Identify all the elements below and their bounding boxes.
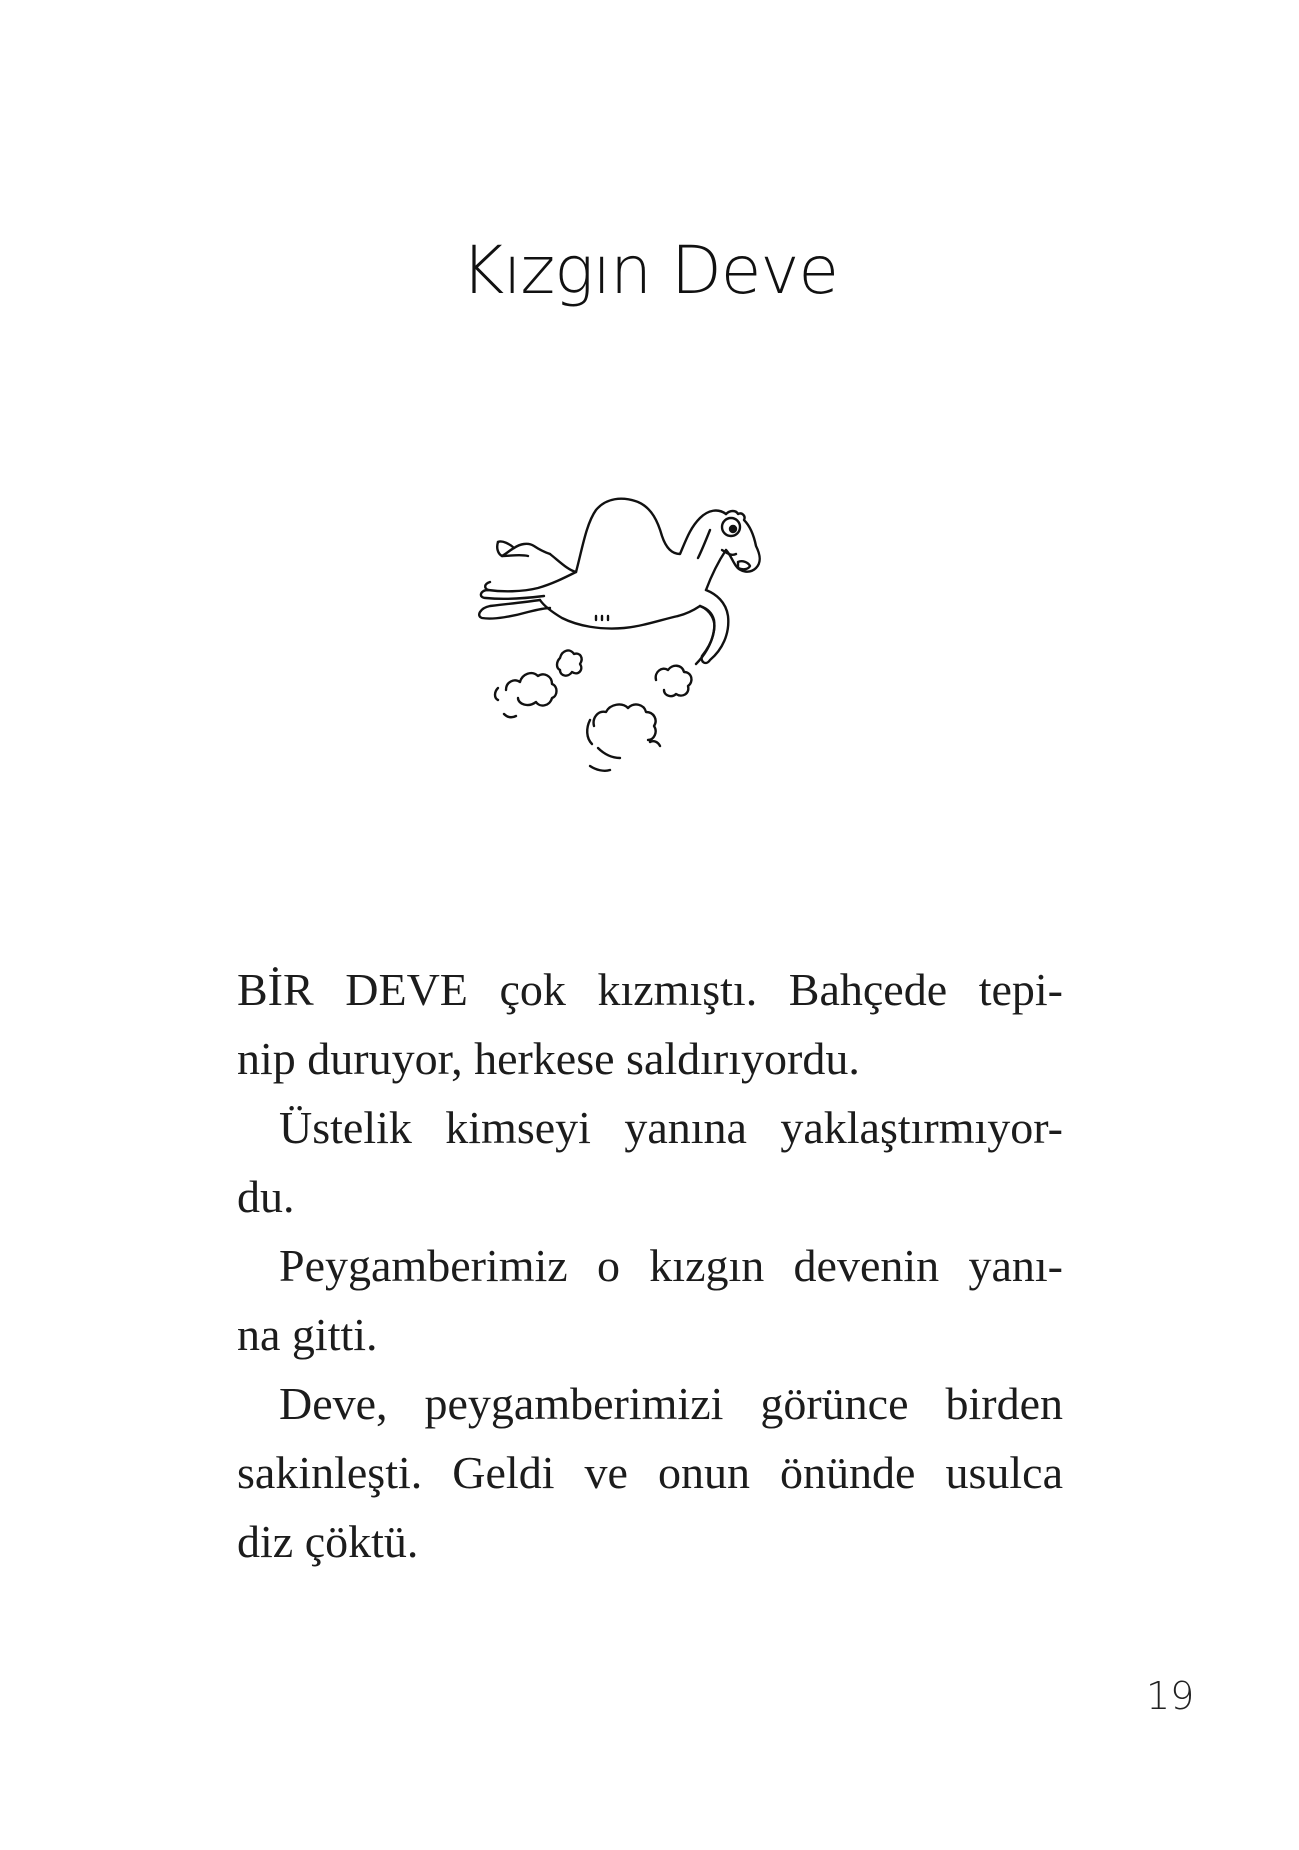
text-line: Deve, peygamberimizi görünce birden: [279, 1378, 1063, 1429]
paragraph-1: [237, 955, 1063, 1093]
paragraph-2: [237, 1093, 1063, 1231]
text-line: BİR DEVE çok kızmıştı. Bahçede tepi-: [237, 964, 1063, 1015]
flying-camel-icon: [410, 470, 850, 820]
paragraph-4: [237, 1369, 1063, 1576]
story-text: [237, 955, 1063, 1576]
text-line: Üstelik kimseyi yanına yaklaştırmıyor-: [279, 1102, 1063, 1153]
text-line: nip duruyor, herkese saldırıyordu.: [237, 1033, 860, 1084]
text-line: du.: [237, 1171, 295, 1222]
text-line: sakinleşti. Geldi ve onun önünde usulca: [237, 1447, 1063, 1498]
page-number: 19: [1146, 1674, 1195, 1718]
text-line: Peygamberimiz o kızgın devenin yanı-: [279, 1240, 1063, 1291]
page-title: Kızgın Deve: [460, 232, 839, 309]
camel-illustration: [410, 470, 850, 820]
text-line: na gitti.: [237, 1309, 378, 1360]
paragraph-3: [237, 1231, 1063, 1369]
text-line: diz çöktü.: [237, 1516, 419, 1567]
